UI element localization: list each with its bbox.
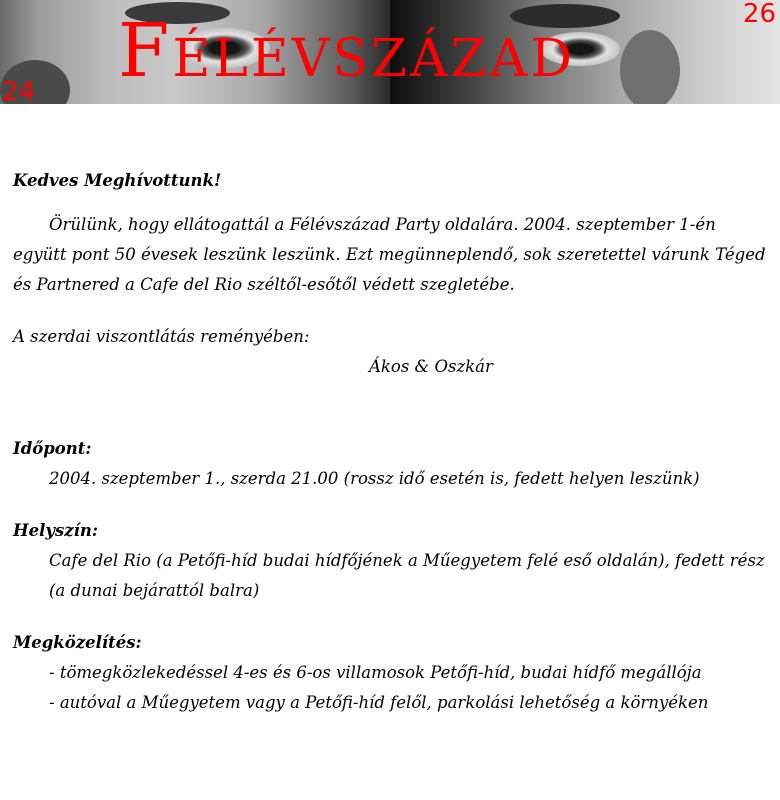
- header-banner: [0, 0, 780, 104]
- time-text: 2004. szeptember 1., szerda 21.00 (rossz idő esetén is, fedett helyen leszünk): [49, 469, 700, 488]
- right-nose-shadow: [620, 30, 680, 104]
- age-left-label: 24: [2, 77, 36, 104]
- invitation-content: [13, 166, 773, 718]
- place-heading: Helyszín:: [13, 521, 98, 540]
- invitation-paragraph: Örülünk, hogy ellátogattál a Félévszázad Party oldalára. 2004. szeptember 1-én együtt pont 50 évesek leszünk leszünk. Ezt megünneplendő, sok szeretettel várunk Téged és Partnered a Cafe del Rio széltől-esőtől védett szegletébe.: [13, 215, 766, 294]
- closing-line: A szerdai viszontlátás reményében:: [13, 327, 310, 346]
- access-item-transit: - tömegközlekedéssel 4-es és 6-os villamosok Petőfi-híd, budai hídfő megállója: [49, 663, 702, 682]
- age-right-label: 26: [742, 0, 776, 29]
- access-heading: Megközelítés:: [13, 633, 142, 652]
- greeting: Kedves Meghívottunk!: [13, 171, 222, 190]
- access-item-car: - autóval a Műegyetem vagy a Petőfi-híd felől, parkolási lehetőség a környéken: [49, 693, 709, 712]
- signature: Ákos & Oszkár: [369, 357, 493, 376]
- place-text: Cafe del Rio (a Petőfi-híd budai hídfőjének a Műegyetem felé eső oldalán), fedett rész (a dunai bejárattól balra): [49, 551, 765, 600]
- time-heading: Időpont:: [13, 439, 92, 458]
- page-title: Félévszázad: [118, 8, 576, 94]
